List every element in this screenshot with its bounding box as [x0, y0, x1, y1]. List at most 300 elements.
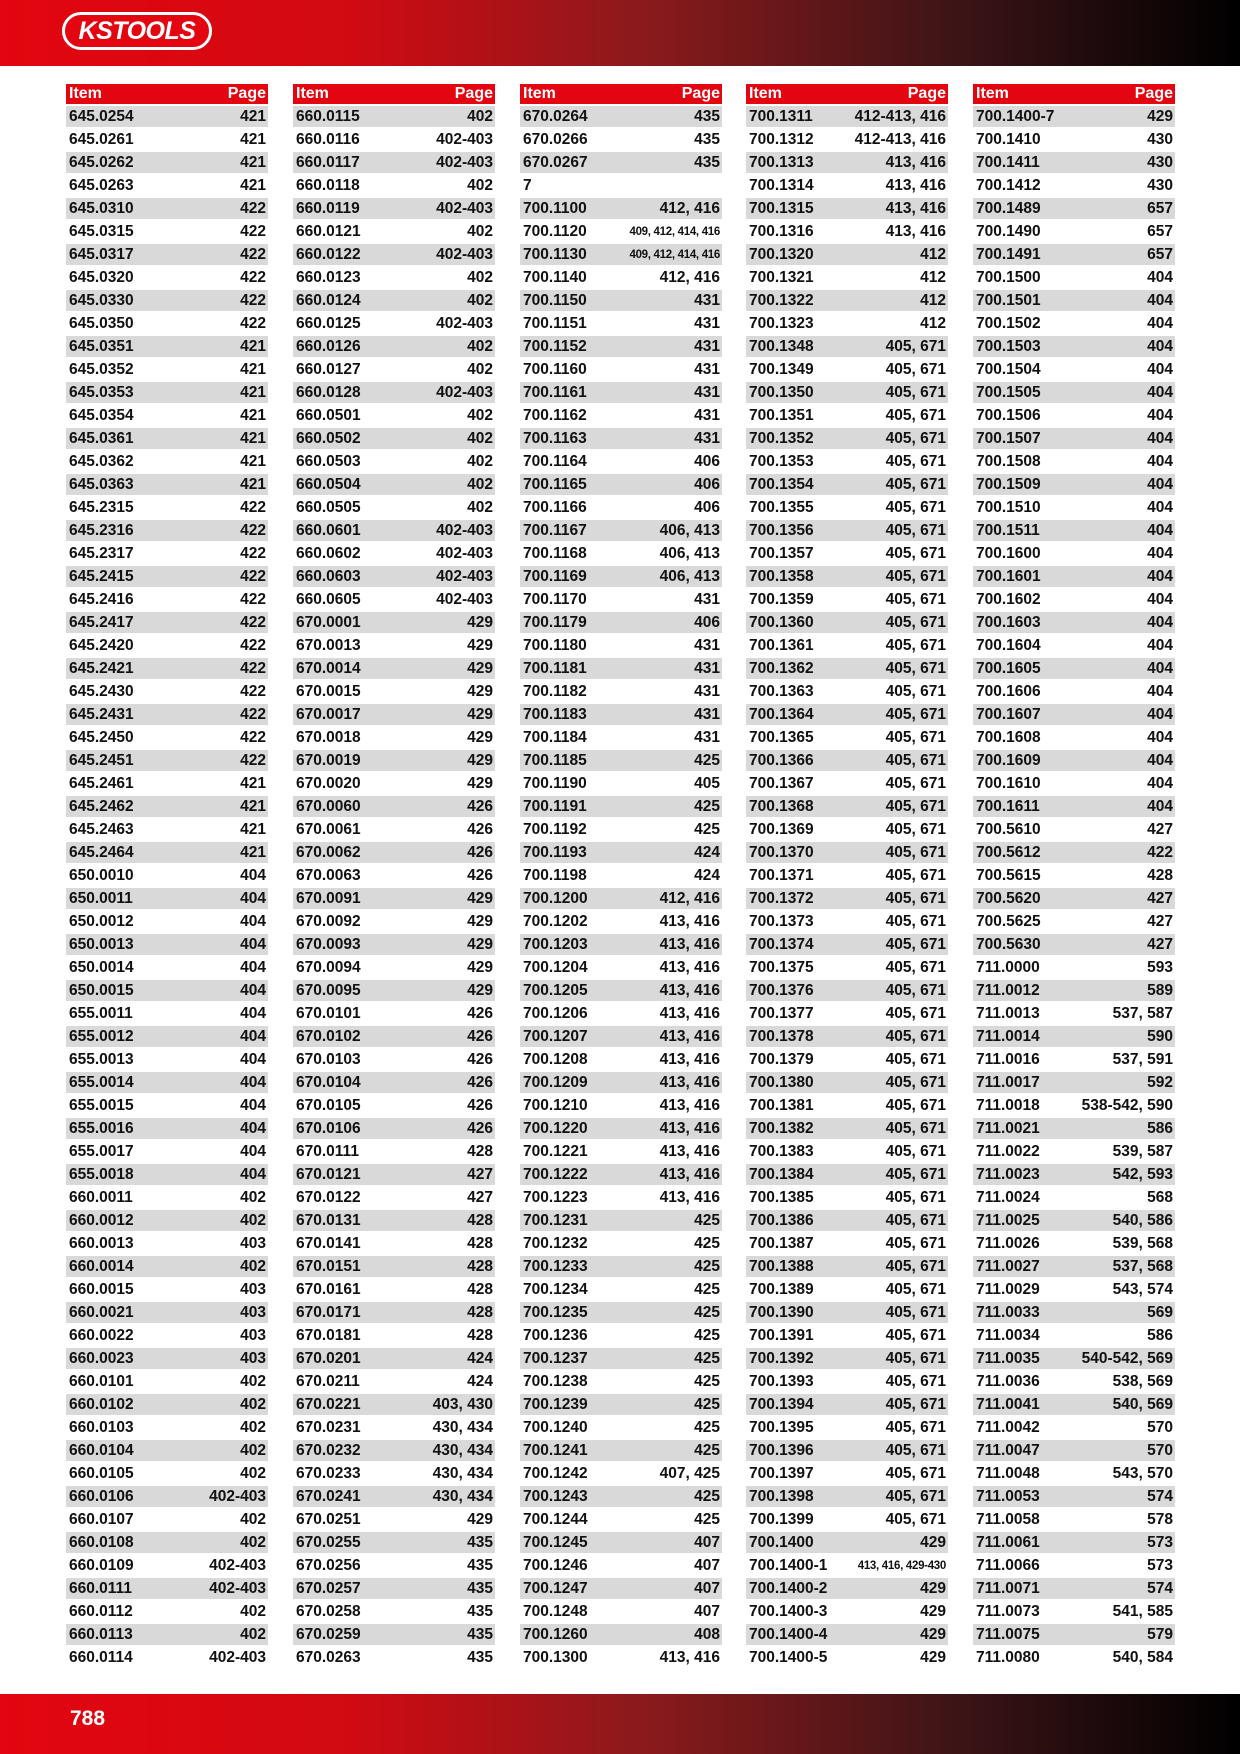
table-row	[520, 1003, 722, 1024]
table-row	[973, 842, 1175, 863]
item-number: 670.0101	[296, 1004, 361, 1022]
page-reference: 402-403	[436, 544, 493, 562]
page-reference: 402	[467, 291, 493, 309]
item-number: 711.0012	[976, 981, 1040, 999]
item-number: 700.1322	[749, 291, 814, 309]
item-number: 700.1300	[523, 1648, 588, 1666]
header-page-label: Page	[227, 85, 266, 102]
table-row	[66, 888, 268, 909]
item-number: 660.0501	[296, 406, 361, 424]
page-reference: 422	[240, 199, 266, 217]
page-reference: 421	[240, 176, 266, 194]
table-row	[66, 635, 268, 656]
item-number: 670.0017	[296, 705, 361, 723]
page-reference: 412, 416	[659, 889, 720, 907]
page-reference: 404	[240, 1142, 266, 1160]
table-row	[973, 1463, 1175, 1484]
item-number: 645.2316	[69, 521, 134, 539]
item-number: 660.0101	[69, 1372, 134, 1390]
table-row	[293, 1026, 495, 1047]
index-rows	[520, 106, 722, 1668]
table-row	[973, 1417, 1175, 1438]
page-reference: 405, 671	[885, 912, 946, 930]
table-row	[520, 1187, 722, 1208]
table-row	[66, 152, 268, 173]
page-reference: 405, 671	[885, 406, 946, 424]
table-row	[973, 819, 1175, 840]
item-number: 700.1400-7	[976, 107, 1055, 125]
page-reference: 426	[467, 1027, 493, 1045]
item-number: 670.0095	[296, 981, 361, 999]
item-number: 670.0233	[296, 1464, 361, 1482]
page-reference: 404	[1147, 705, 1173, 723]
page-reference: 404	[240, 912, 266, 930]
item-number: 645.0261	[69, 130, 134, 148]
item-number: 700.1354	[749, 475, 814, 493]
item-number: 700.1205	[523, 981, 588, 999]
item-number: 700.1235	[523, 1303, 588, 1321]
page-reference: 428	[467, 1257, 493, 1275]
page-reference: 405, 671	[885, 1510, 946, 1528]
page-reference: 402	[240, 1257, 266, 1275]
table-row	[520, 175, 722, 196]
item-number: 660.0013	[69, 1234, 134, 1252]
table-row	[746, 888, 948, 909]
page-reference: 543, 570	[1112, 1464, 1173, 1482]
table-row	[973, 704, 1175, 725]
page-reference: 412	[920, 291, 946, 309]
item-number: 670.0106	[296, 1119, 361, 1137]
page-reference: 435	[694, 130, 720, 148]
table-row	[520, 911, 722, 932]
table-row	[746, 1509, 948, 1530]
item-number: 670.0264	[523, 107, 588, 125]
page-reference: 404	[1147, 383, 1173, 401]
page-reference: 404	[1147, 774, 1173, 792]
table-row	[746, 1141, 948, 1162]
table-row	[973, 1187, 1175, 1208]
table-row	[520, 129, 722, 150]
item-number: 700.1239	[523, 1395, 588, 1413]
item-number: 711.0017	[976, 1073, 1040, 1091]
table-row	[973, 1348, 1175, 1369]
item-number: 660.0126	[296, 337, 361, 355]
page-reference: 405, 671	[885, 659, 946, 677]
page-reference: 428	[467, 1142, 493, 1160]
item-number: 700.1508	[976, 452, 1041, 470]
page-reference: 429	[920, 1648, 946, 1666]
table-row	[293, 1463, 495, 1484]
table-row	[520, 1601, 722, 1622]
page-reference: 430, 434	[432, 1487, 493, 1505]
item-number: 711.0014	[976, 1027, 1040, 1045]
table-row	[973, 1072, 1175, 1093]
page-reference: 429	[467, 1510, 493, 1528]
table-row	[973, 198, 1175, 219]
page-reference: 431	[694, 337, 720, 355]
item-number: 645.0320	[69, 268, 134, 286]
page-reference: 422	[1147, 843, 1173, 861]
page-reference: 413, 416	[659, 1188, 720, 1206]
item-number: 700.1500	[976, 268, 1041, 286]
item-number: 655.0014	[69, 1073, 134, 1091]
table-row	[746, 175, 948, 196]
item-number: 700.5615	[976, 866, 1041, 884]
page-reference: 431	[694, 590, 720, 608]
page-reference: 404	[1147, 406, 1173, 424]
table-row	[520, 1302, 722, 1323]
page-reference: 537, 591	[1112, 1050, 1173, 1068]
table-row	[293, 175, 495, 196]
page-reference: 402	[467, 360, 493, 378]
logo-tools-text: TOOLS	[112, 16, 196, 45]
page-reference: 586	[1147, 1119, 1173, 1137]
page-reference: 657	[1147, 222, 1173, 240]
item-number: 700.1349	[749, 360, 814, 378]
page-reference: 404	[240, 1165, 266, 1183]
page-reference: 404	[1147, 797, 1173, 815]
page-reference: 405, 671	[885, 1418, 946, 1436]
item-number: 645.2450	[69, 728, 134, 746]
item-number: 645.2461	[69, 774, 134, 792]
page-reference: 405, 671	[885, 1004, 946, 1022]
item-number: 700.1604	[976, 636, 1041, 654]
item-number: 660.0113	[69, 1625, 133, 1643]
table-row	[973, 1440, 1175, 1461]
item-number: 670.0060	[296, 797, 361, 815]
page-reference: 412, 416	[659, 199, 720, 217]
page-reference: 402	[240, 1602, 266, 1620]
item-number: 645.0254	[69, 107, 134, 125]
page-reference: 427	[467, 1165, 493, 1183]
item-number: 660.0505	[296, 498, 361, 516]
item-number: 700.1209	[523, 1073, 588, 1091]
table-row	[973, 658, 1175, 679]
table-row	[746, 1578, 948, 1599]
page-reference: 405, 671	[885, 1165, 946, 1183]
table-row	[973, 796, 1175, 817]
item-number: 700.1399	[749, 1510, 814, 1528]
table-row	[520, 359, 722, 380]
table-row	[520, 1095, 722, 1116]
table-row	[66, 1118, 268, 1139]
table-row	[520, 957, 722, 978]
item-number: 700.1315	[749, 199, 814, 217]
item-number: 700.1206	[523, 1004, 588, 1022]
page-reference: 405, 671	[885, 1211, 946, 1229]
item-number: 700.1313	[749, 153, 814, 171]
item-number: 670.0221	[296, 1395, 361, 1413]
page-reference: 404	[1147, 613, 1173, 631]
item-number: 700.1389	[749, 1280, 814, 1298]
page-reference: 570	[1147, 1418, 1173, 1436]
page-reference: 405, 671	[885, 1142, 946, 1160]
item-number: 700.1185	[523, 751, 587, 769]
table-row	[973, 106, 1175, 127]
page-reference: 402-403	[209, 1579, 266, 1597]
page-reference: 429	[467, 981, 493, 999]
page-reference: 402	[467, 222, 493, 240]
item-number: 711.0018	[976, 1096, 1040, 1114]
item-number: 711.0021	[976, 1119, 1040, 1137]
item-number: 700.1387	[749, 1234, 814, 1252]
item-number: 700.1400-2	[749, 1579, 828, 1597]
table-row	[293, 428, 495, 449]
item-number: 660.0127	[296, 360, 361, 378]
table-row	[973, 888, 1175, 909]
page-reference: 540, 584	[1112, 1648, 1173, 1666]
page-reference: 431	[694, 406, 720, 424]
table-row	[66, 1302, 268, 1323]
item-number: 700.1369	[749, 820, 814, 838]
item-number: 700.1608	[976, 728, 1041, 746]
item-number: 700.1400-3	[749, 1602, 828, 1620]
item-number: 700.1233	[523, 1257, 588, 1275]
table-row	[293, 681, 495, 702]
table-row	[293, 1302, 495, 1323]
page-reference: 421	[240, 153, 266, 171]
table-row	[66, 1049, 268, 1070]
page-reference: 406, 413	[659, 544, 720, 562]
item-number: 700.1489	[976, 199, 1041, 217]
page-reference: 542, 593	[1112, 1165, 1173, 1183]
item-number: 660.0108	[69, 1533, 134, 1551]
item-number: 700.1311	[749, 107, 813, 125]
page-reference: 405, 671	[885, 889, 946, 907]
item-number: 700.1166	[523, 498, 587, 516]
table-row	[520, 1463, 722, 1484]
item-number: 645.2462	[69, 797, 134, 815]
page-reference: 402	[467, 498, 493, 516]
item-number: 711.0024	[976, 1188, 1040, 1206]
page-reference: 407	[694, 1556, 720, 1574]
table-row	[746, 1371, 948, 1392]
table-row	[746, 1302, 948, 1323]
page-reference: 425	[694, 820, 720, 838]
page-reference: 404	[1147, 659, 1173, 677]
table-row	[973, 359, 1175, 380]
index-rows	[66, 106, 268, 1668]
item-number: 660.0015	[69, 1280, 134, 1298]
ks-tools-logo	[62, 12, 212, 50]
page-reference: 421	[240, 360, 266, 378]
page-reference: 539, 587	[1112, 1142, 1173, 1160]
table-row	[746, 1555, 948, 1576]
table-row	[520, 152, 722, 173]
table-row	[746, 1417, 948, 1438]
page-reference: 422	[240, 705, 266, 723]
table-row	[973, 1279, 1175, 1300]
item-number: 700.1223	[523, 1188, 588, 1206]
table-row	[746, 336, 948, 357]
item-number: 700.1350	[749, 383, 814, 401]
page-reference: 427	[1147, 935, 1173, 953]
table-row	[520, 1164, 722, 1185]
table-row	[746, 428, 948, 449]
page-reference: 404	[1147, 337, 1173, 355]
page-reference: 537, 568	[1112, 1257, 1173, 1275]
item-number: 670.0151	[296, 1257, 361, 1275]
table-row	[973, 1532, 1175, 1553]
page-reference: 404	[1147, 452, 1173, 470]
item-number: 700.1182	[523, 682, 587, 700]
page-reference: 539, 568	[1112, 1234, 1173, 1252]
page-reference: 405, 671	[885, 1234, 946, 1252]
page-reference: 402-403	[209, 1556, 266, 1574]
item-number: 700.5625	[976, 912, 1041, 930]
table-row	[746, 635, 948, 656]
table-row	[66, 198, 268, 219]
table-row	[973, 267, 1175, 288]
table-row	[973, 727, 1175, 748]
page-reference: 405, 671	[885, 452, 946, 470]
page-reference: 402-403	[436, 245, 493, 263]
item-number: 700.1382	[749, 1119, 814, 1137]
page-reference: 421	[240, 475, 266, 493]
table-row	[293, 1233, 495, 1254]
item-number: 700.1601	[976, 567, 1041, 585]
table-row	[520, 704, 722, 725]
item-number: 700.1373	[749, 912, 814, 930]
page-reference: 425	[694, 1303, 720, 1321]
item-number: 700.1204	[523, 958, 588, 976]
table-row	[293, 566, 495, 587]
table-row	[520, 796, 722, 817]
table-row	[293, 1647, 495, 1668]
item-number: 670.0201	[296, 1349, 361, 1367]
page-reference: 405, 671	[885, 1372, 946, 1390]
table-row	[293, 405, 495, 426]
item-number: 700.1190	[523, 774, 587, 792]
page-reference: 402-403	[436, 314, 493, 332]
table-row	[66, 980, 268, 1001]
item-number: 700.1163	[523, 429, 587, 447]
page-reference: 421	[240, 383, 266, 401]
page-reference: 402	[240, 1464, 266, 1482]
page-reference: 421	[240, 774, 266, 792]
column-header	[66, 84, 268, 104]
table-row	[293, 336, 495, 357]
page-reference: 402	[240, 1418, 266, 1436]
table-row	[746, 1325, 948, 1346]
item-number: 670.0171	[296, 1303, 361, 1321]
item-number: 711.0066	[976, 1556, 1040, 1574]
item-number: 700.1170	[523, 590, 587, 608]
table-row	[973, 474, 1175, 495]
table-row	[973, 1394, 1175, 1415]
item-number: 711.0033	[976, 1303, 1040, 1321]
table-row	[293, 267, 495, 288]
page-reference: 405, 671	[885, 337, 946, 355]
item-number: 655.0016	[69, 1119, 134, 1137]
item-number: 700.1314	[749, 176, 814, 194]
page-reference: 407	[694, 1579, 720, 1597]
table-row	[66, 428, 268, 449]
page-reference: 402	[467, 107, 493, 125]
page-reference: 435	[467, 1533, 493, 1551]
page-reference: 426	[467, 843, 493, 861]
page-reference: 404	[240, 1004, 266, 1022]
table-row	[293, 520, 495, 541]
page-reference: 540-542, 569	[1081, 1349, 1173, 1367]
page-reference: 402-403	[436, 567, 493, 585]
item-number: 700.1384	[749, 1165, 814, 1183]
table-row	[293, 451, 495, 472]
page-reference: 422	[240, 590, 266, 608]
page-reference: 413, 416	[659, 1648, 720, 1666]
page-reference: 428	[467, 1326, 493, 1344]
item-number: 645.2430	[69, 682, 134, 700]
header-item-label: Item	[749, 85, 782, 102]
item-number: 650.0015	[69, 981, 134, 999]
page-reference: 413, 416	[659, 1142, 720, 1160]
table-row	[973, 1118, 1175, 1139]
page-reference: 421	[240, 429, 266, 447]
table-row	[520, 1348, 722, 1369]
item-number: 645.2420	[69, 636, 134, 654]
table-row	[293, 612, 495, 633]
page-reference: 404	[1147, 521, 1173, 539]
page-reference: 412-413, 416	[854, 130, 946, 148]
item-number: 700.1398	[749, 1487, 814, 1505]
page-reference: 425	[694, 751, 720, 769]
table-row	[293, 1486, 495, 1507]
page-reference: 435	[467, 1648, 493, 1666]
table-row	[520, 1279, 722, 1300]
table-row	[293, 290, 495, 311]
table-row	[746, 1647, 948, 1668]
page-reference: 407, 425	[659, 1464, 720, 1482]
table-row	[746, 704, 948, 725]
table-row	[973, 566, 1175, 587]
item-number: 700.1379	[749, 1050, 814, 1068]
page-reference: 404	[1147, 590, 1173, 608]
table-row	[746, 244, 948, 265]
page-reference: 428	[1147, 866, 1173, 884]
item-number: 700.1365	[749, 728, 814, 746]
item-number: 660.0504	[296, 475, 361, 493]
table-row	[746, 1049, 948, 1070]
item-number: 645.2415	[69, 567, 134, 585]
page-reference: 402	[240, 1395, 266, 1413]
logo-ks-text: KS	[78, 16, 113, 45]
page-reference: 422	[240, 636, 266, 654]
table-row	[973, 428, 1175, 449]
item-number: 700.1400-1	[749, 1556, 828, 1574]
table-row	[746, 980, 948, 1001]
page-reference: 435	[467, 1625, 493, 1643]
table-row	[293, 1210, 495, 1231]
page-reference: 403	[240, 1234, 266, 1252]
page-reference: 406	[694, 613, 720, 631]
item-number: 711.0016	[976, 1050, 1040, 1068]
table-row	[293, 1509, 495, 1530]
page-reference: 402	[467, 429, 493, 447]
table-row	[746, 313, 948, 334]
table-row	[973, 1026, 1175, 1047]
page-reference: 426	[467, 1096, 493, 1114]
item-number: 660.0122	[296, 245, 361, 263]
table-row	[293, 382, 495, 403]
item-number: 700.1245	[523, 1533, 588, 1551]
page-reference: 431	[694, 360, 720, 378]
page-reference: 425	[694, 1510, 720, 1528]
table-row	[746, 451, 948, 472]
table-row	[746, 221, 948, 242]
table-row	[973, 1601, 1175, 1622]
table-row	[746, 198, 948, 219]
page-reference: 402-403	[436, 153, 493, 171]
